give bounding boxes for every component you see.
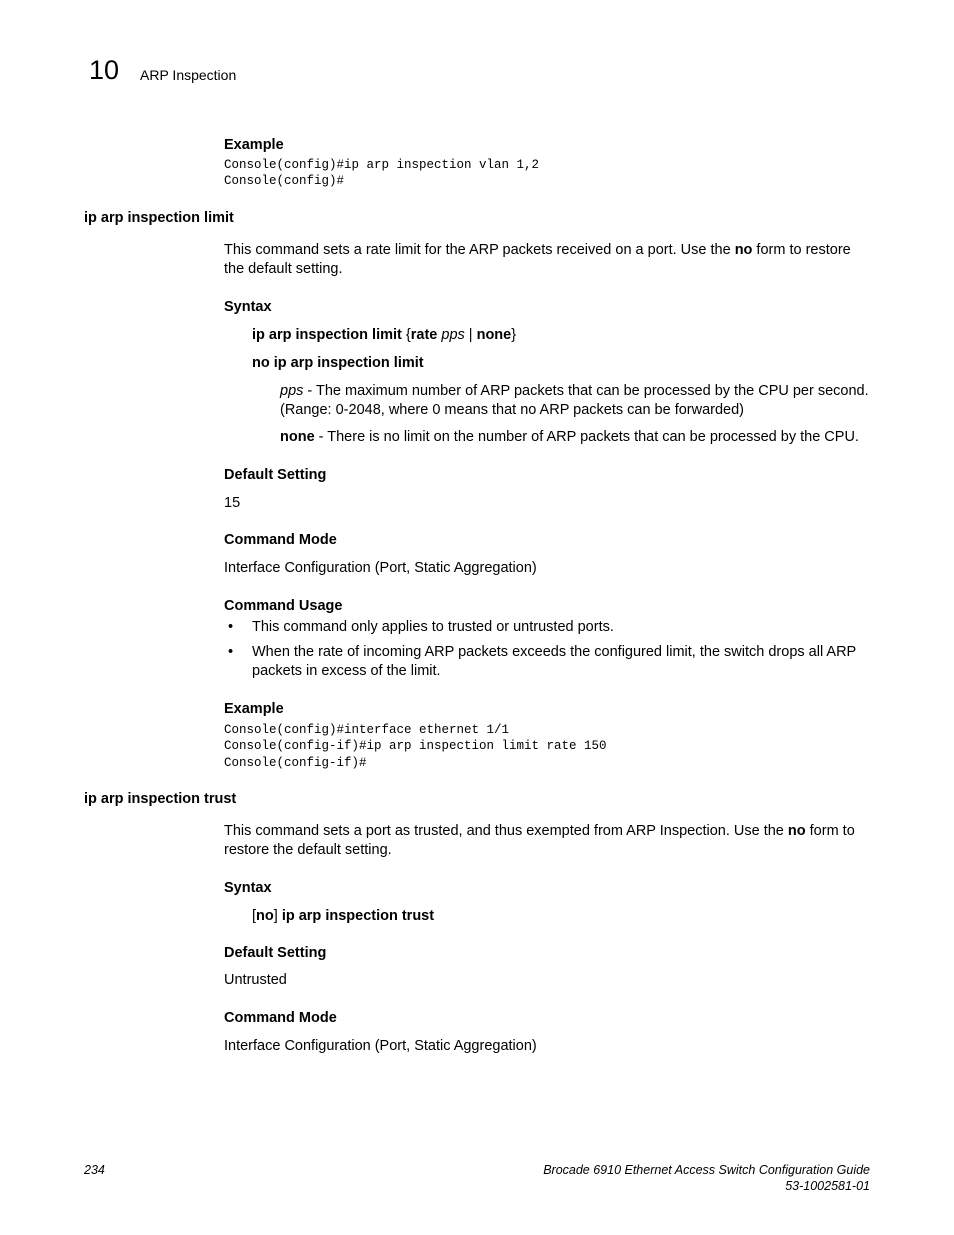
syntax-line-1 [252, 326, 516, 345]
mode-heading: Command Mode [224, 532, 337, 548]
mode-value: Interface Configuration (Port, Static Aggregation) [224, 560, 537, 576]
doc-title: Brocade 6910 Ethernet Access Switch Configuration Guide [543, 1163, 870, 1177]
page-number: 234 [84, 1163, 105, 1177]
code-line: Console(config-if)# [224, 755, 367, 770]
text: This command sets a rate limit for the ARP packets received on a port. Use the [224, 242, 735, 258]
mode-value: Interface Configuration (Port, Static Aggregation) [224, 1038, 537, 1054]
brace: { [401, 327, 411, 343]
text: - The maximum number of ARP packets that can be processed by the CPU per second. [303, 383, 869, 399]
limit-description [224, 241, 884, 279]
param-none-desc [280, 428, 880, 447]
keyword-no: no [734, 242, 753, 258]
mode-heading: Command Mode [224, 1010, 337, 1026]
code-line: Console(config-if)#ip arp inspection limit rate 150 [224, 739, 607, 754]
default-value: 15 [224, 495, 241, 511]
text: (Range: 0-2048, where 0 means that no ARP packets can be forwarded) [280, 402, 745, 418]
bullet-icon: • [228, 644, 234, 660]
syntax-heading: Syntax [224, 299, 272, 315]
footer-doc-info [543, 1162, 870, 1194]
bullet-icon: • [228, 619, 234, 635]
code-line: Console(config)# [224, 174, 345, 189]
syntax-heading: Syntax [224, 880, 272, 896]
default-heading: Default Setting [224, 467, 327, 483]
chapter-title: ARP Inspection [140, 67, 237, 83]
code-block [224, 722, 607, 771]
usage-bullet-2 [252, 643, 892, 681]
text: form to restore [752, 242, 851, 258]
text: - There is no limit on the number of ARP packets that can be processed by the CPU. [314, 429, 859, 445]
param-pps: pps [441, 327, 465, 343]
pipe: | [464, 327, 477, 343]
default-heading: Default Setting [224, 945, 327, 961]
example-heading: Example [224, 701, 284, 717]
syntax-command: ip arp inspection limit [252, 327, 402, 343]
text: This command sets a port as trusted, and thus exempted from ARP Inspection. Use the [224, 823, 788, 839]
code-line: Console(config)#interface ethernet 1/1 [224, 723, 510, 737]
bracket: [ [252, 908, 257, 924]
keyword-none: none [476, 327, 512, 343]
brace: } [511, 327, 517, 343]
default-value: Untrusted [224, 972, 287, 988]
keyword-no: no [256, 908, 274, 924]
command-title-limit: ip arp inspection limit [84, 210, 234, 226]
usage-bullet-1: This command only applies to trusted or untrusted ports. [252, 619, 614, 635]
text: restore the default setting. [224, 842, 392, 858]
text: form to [805, 823, 855, 839]
doc-id: 53-1002581-01 [785, 1179, 870, 1193]
text: When the rate of incoming ARP packets exceeds the configured limit, the switch drops all ARP [252, 644, 857, 660]
trust-description [224, 822, 884, 860]
text: packets in excess of the limit. [252, 663, 441, 679]
command-title-trust: ip arp inspection trust [84, 791, 237, 807]
syntax-command: ip arp inspection trust [281, 908, 435, 924]
keyword-no: no [787, 823, 806, 839]
param-pps-desc [280, 382, 880, 420]
chapter-number: 10 [89, 55, 120, 85]
param-name: pps [280, 383, 304, 399]
code-block [224, 157, 539, 190]
example-heading: Example [224, 137, 284, 153]
param-name: none [280, 429, 315, 445]
bracket: ] [273, 908, 282, 924]
text: the default setting. [224, 261, 343, 277]
keyword-rate: rate [410, 327, 438, 343]
syntax-line-2: no ip arp inspection limit [252, 355, 424, 371]
code-line: Console(config)#ip arp inspection vlan 1,2 [224, 158, 540, 172]
trust-syntax-line [252, 907, 434, 926]
usage-heading: Command Usage [224, 598, 343, 614]
